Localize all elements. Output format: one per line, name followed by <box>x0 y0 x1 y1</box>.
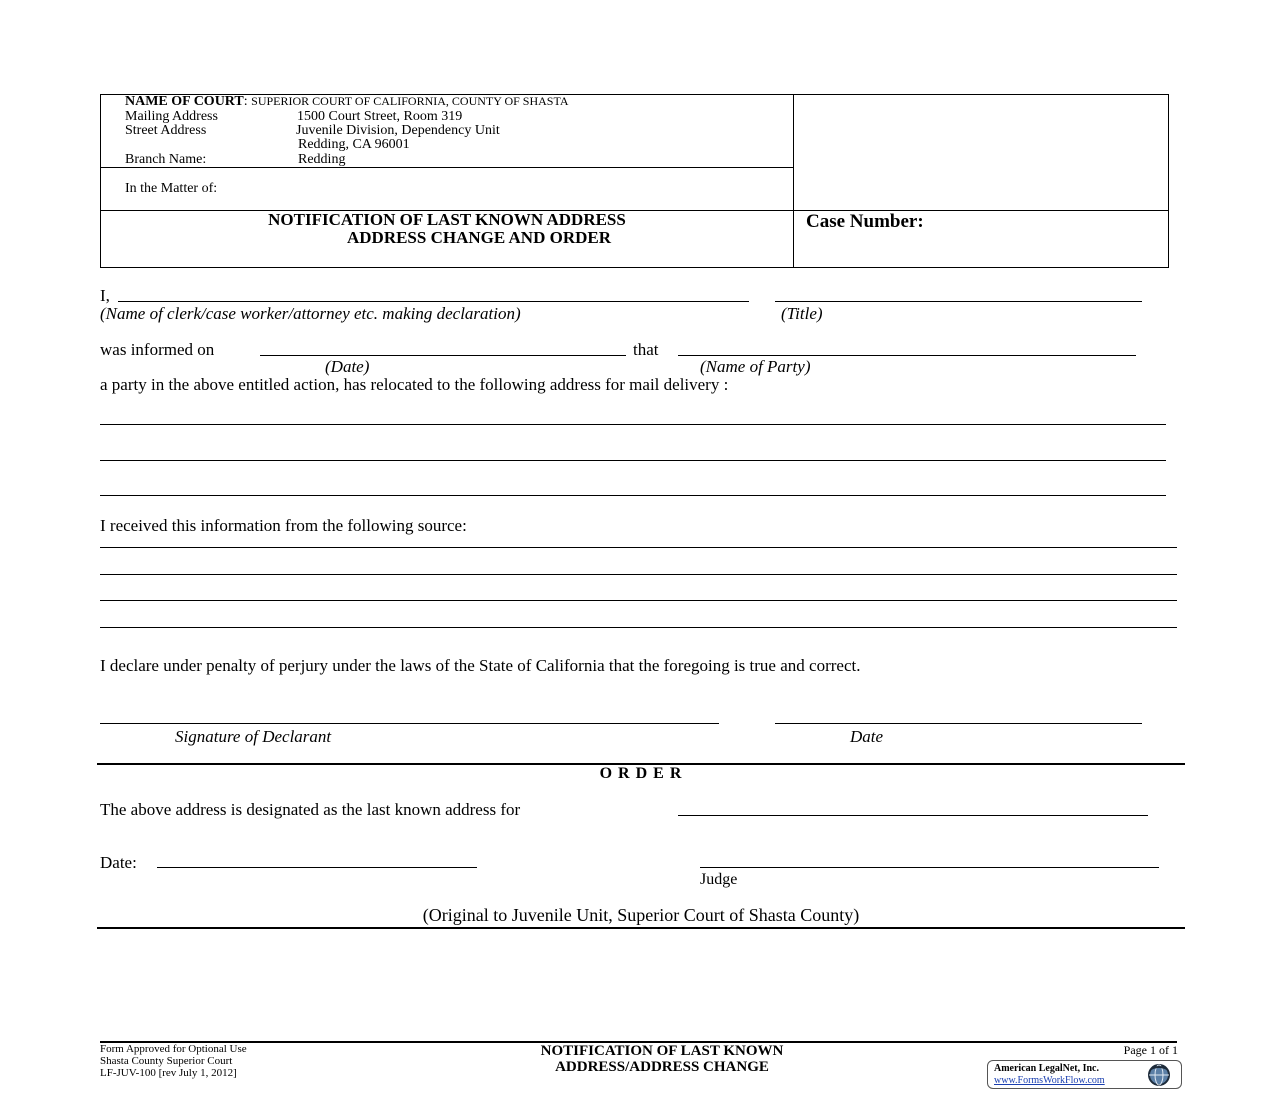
footer-title-line2: ADDRESS/ADDRESS CHANGE <box>555 1059 769 1075</box>
source-text: I received this information from the following source: <box>100 516 467 535</box>
mailing-label: Mailing Address <box>125 109 218 124</box>
judge-signature-line[interactable] <box>700 867 1159 868</box>
logo-url: www.FormsWorkFlow.com <box>994 1075 1105 1086</box>
form-title-line1: NOTIFICATION OF LAST KNOWN ADDRESS <box>268 210 626 229</box>
declarant-name-line[interactable] <box>118 301 749 302</box>
page-number: Page 1 of 1 <box>1123 1043 1178 1057</box>
logo-name: American LegalNet, Inc. <box>994 1063 1099 1074</box>
order-heading: O R D E R <box>599 765 683 782</box>
branch-value: Redding <box>298 152 346 167</box>
judge-caption: Judge <box>700 871 738 888</box>
footer-left-line1: Form Approved for Optional Use <box>100 1043 247 1055</box>
signature-caption: Signature of Declarant <box>175 727 332 746</box>
branch-label: Branch Name: <box>125 152 207 167</box>
declarant-title-line[interactable] <box>775 301 1142 302</box>
declarant-prefix: I, <box>100 286 110 305</box>
mailing-value: 1500 Court Street, Room 319 <box>297 109 463 124</box>
footer-left-line2: Shasta County Superior Court <box>100 1055 233 1067</box>
declarant-title-caption: (Title) <box>781 304 823 323</box>
order-date-label: Date: <box>100 853 137 872</box>
order-date-line[interactable] <box>157 867 477 868</box>
address-line-2[interactable] <box>100 460 1166 461</box>
globe-icon <box>1146 1063 1172 1087</box>
source-line-1[interactable] <box>100 547 1177 548</box>
matter-label: In the Matter of: <box>125 181 218 196</box>
perjury-text: I declare under penalty of perjury under the laws of the State of California that the foregoing is true and correct. <box>100 656 861 675</box>
designated-party-line[interactable] <box>678 815 1148 816</box>
court-label: NAME OF COURT <box>125 94 244 109</box>
source-line-3[interactable] <box>100 600 1177 601</box>
that-text: that <box>633 340 659 359</box>
designated-text: The above address is designated as the last known address for <box>100 800 521 819</box>
court-name: SUPERIOR COURT OF CALIFORNIA, COUNTY OF SHASTA <box>251 94 569 108</box>
order-bottom-rule <box>97 927 1185 929</box>
source-line-4[interactable] <box>100 627 1177 628</box>
source-line-2[interactable] <box>100 574 1177 575</box>
informed-date-line[interactable] <box>260 355 626 356</box>
signature-date-line[interactable] <box>775 723 1142 724</box>
relocated-text: a party in the above entitled action, has relocated to the following address for mail delivery : <box>100 375 729 394</box>
party-name-line[interactable] <box>678 355 1136 356</box>
court-name-row: NAME OF COURT: SUPERIOR COURT OF CALIFORNIA, COUNTY OF SHASTA <box>125 94 569 109</box>
case-number-label: Case Number: <box>806 211 924 232</box>
informed-text: was informed on <box>100 340 215 359</box>
footer-title-line1: NOTIFICATION OF LAST KNOWN <box>540 1043 784 1059</box>
footer-left-line3: LF-JUV-100 [rev July 1, 2012] <box>100 1067 237 1079</box>
signature-line[interactable] <box>100 723 719 724</box>
form-title-line2: ADDRESS CHANGE AND ORDER <box>346 228 611 247</box>
american-legalnet-logo[interactable] <box>987 1060 1182 1089</box>
date-caption: (Date) <box>325 357 370 376</box>
street-label: Street Address <box>125 123 207 138</box>
signature-date-caption: Date <box>850 727 884 746</box>
city-value: Redding, CA 96001 <box>298 137 410 152</box>
original-note: (Original to Juvenile Unit, Superior Court of Shasta County) <box>422 905 860 925</box>
address-line-3[interactable] <box>100 495 1166 496</box>
address-line-1[interactable] <box>100 424 1166 425</box>
street-value: Juvenile Division, Dependency Unit <box>296 123 500 138</box>
declarant-name-caption: (Name of clerk/case worker/attorney etc. making declaration) <box>100 304 521 323</box>
party-caption: (Name of Party) <box>700 357 811 376</box>
